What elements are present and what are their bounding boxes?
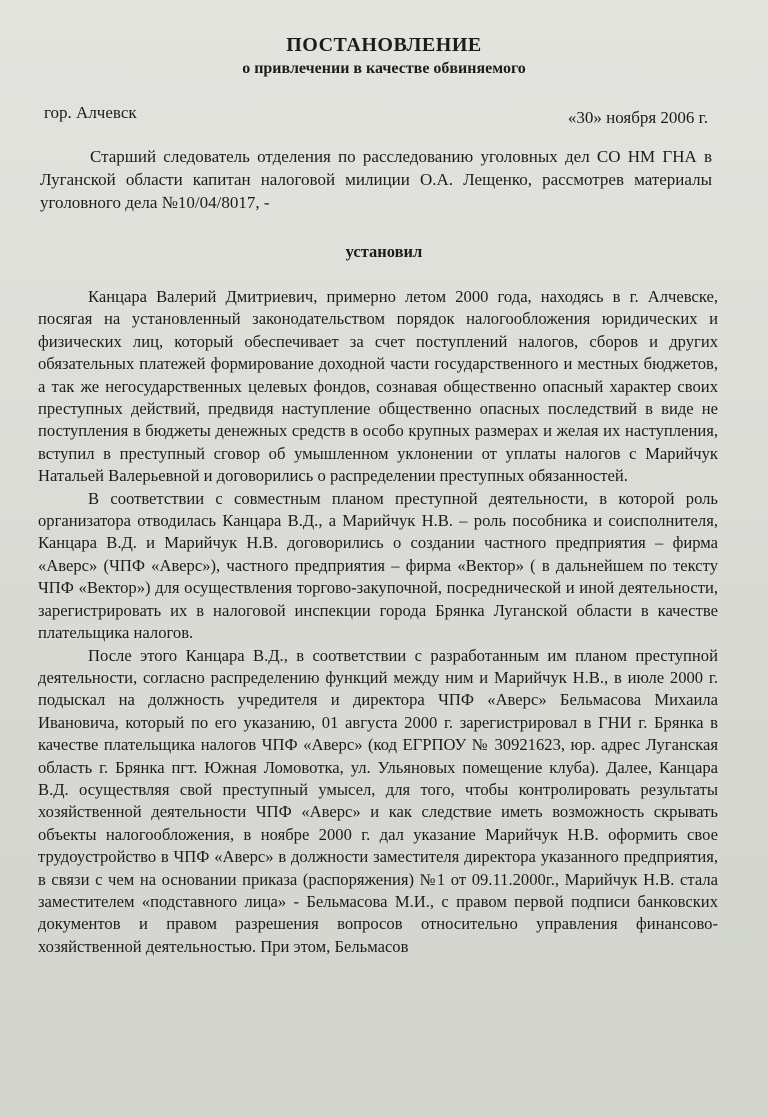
body-paragraph: После этого Канцара В.Д., в соответствии с разработанным им планом преступной деятельности, согласно распределению функций между ним и Марийчук Н.В., в июле 2000 г. подыскал на должность учредителя и директора ЧПФ «Аверс» Бельмасова Михаила Ивановича, который по его указанию, 01 августа 2000 г. зарегистрировал в ГНИ г. Брянка в качестве плательщика налогов ЧПФ «Аверс» (код ЕГРПОУ № 30921623, юр. адрес Луганская область г. Брянка пгт. Южная Ломовотка, ул. Ульяновых помещение клуба). Далее, Канцара В.Д. осуществляя свой преступный умысел, для того, чтобы контролировать результаты хозяйственной деятельности ЧПФ «Аверс» и как следствие иметь возможность скрывать объекты налогообложения, в ноябре 2000 г. дал указание Марийчук Н.В. оформить свое трудоустройство в ЧПФ «Аверс» в должности заместителя директора указанного предприятия, в связи с чем на основании приказа (распоряжения) №1 от 09.11.2000г., Марийчук Н.В. стала заместителем «подставного лица» - Бельмасова М.И., с правом первой подписи банковских документов и правом разрешения вопросов относительно управления финансово-хозяйственной деятельностью. При этом, Бельмасов — [38, 645, 718, 956]
body-paragraph: Канцара Валерий Дмитриевич, примерно летом 2000 года, находясь в г. Алчевске, посягая на установленный законодательством порядок налогообложения юридических и физических лиц, который обеспечивает за счет поступлений налогов, сборов и других обязательных платежей формирование доходной части государственного и местных бюджетов, а так же негосударственных целевых фондов, сознавая общественно опасный характер своих преступных действий, предвидя наступление общественно опасных последствий в виде не поступления в бюджеты денежных средств в особо крупных размерах и желая их наступления, вступил в преступный сговор об умышленном уклонении от уплаты налогов с Марийчук Натальей Валерьевной и договорились о распределении преступных обязанностей. — [38, 287, 718, 486]
intro-block — [40, 145, 712, 214]
document-title: ПОСТАНОВЛЕНИЕ — [286, 34, 482, 56]
section-heading: установил — [345, 242, 423, 261]
body-paragraph: В соответствии с совместным планом преступной деятельности, в которой роль организатора отводилась Канцара В.Д., а Марийчук Н.В. – роль пособника и соисполнителя, Канцара В.Д. и Марийчук Н.В. договорились о создании частного предприятия – фирма «Аверс» (ЧПФ «Аверс»), частного предприятия – фирма «Вектор» ( в дальнейшем по тексту ЧПФ «Вектор») для осуществления торгово-закупочной, посреднической и иной деятельности, зарегистрировать их в налоговой инспекции города Брянка Луганской области в качестве плательщика налогов. — [38, 488, 718, 643]
document-date: «30» ноября 2006 г. — [567, 108, 708, 127]
document-subtitle: о привлечении в качестве обвиняемого — [242, 60, 526, 77]
document-body — [38, 286, 718, 958]
intro-paragraph: Старший следователь отделения по расследованию уголовных дел СО НМ ГНА в Луганской области капитан налоговой милиции О.А. Лещенко, рассмотрев материалы уголовного дела №10/04/8017, - — [40, 147, 712, 212]
document-city: гор. Алчевск — [44, 103, 137, 122]
